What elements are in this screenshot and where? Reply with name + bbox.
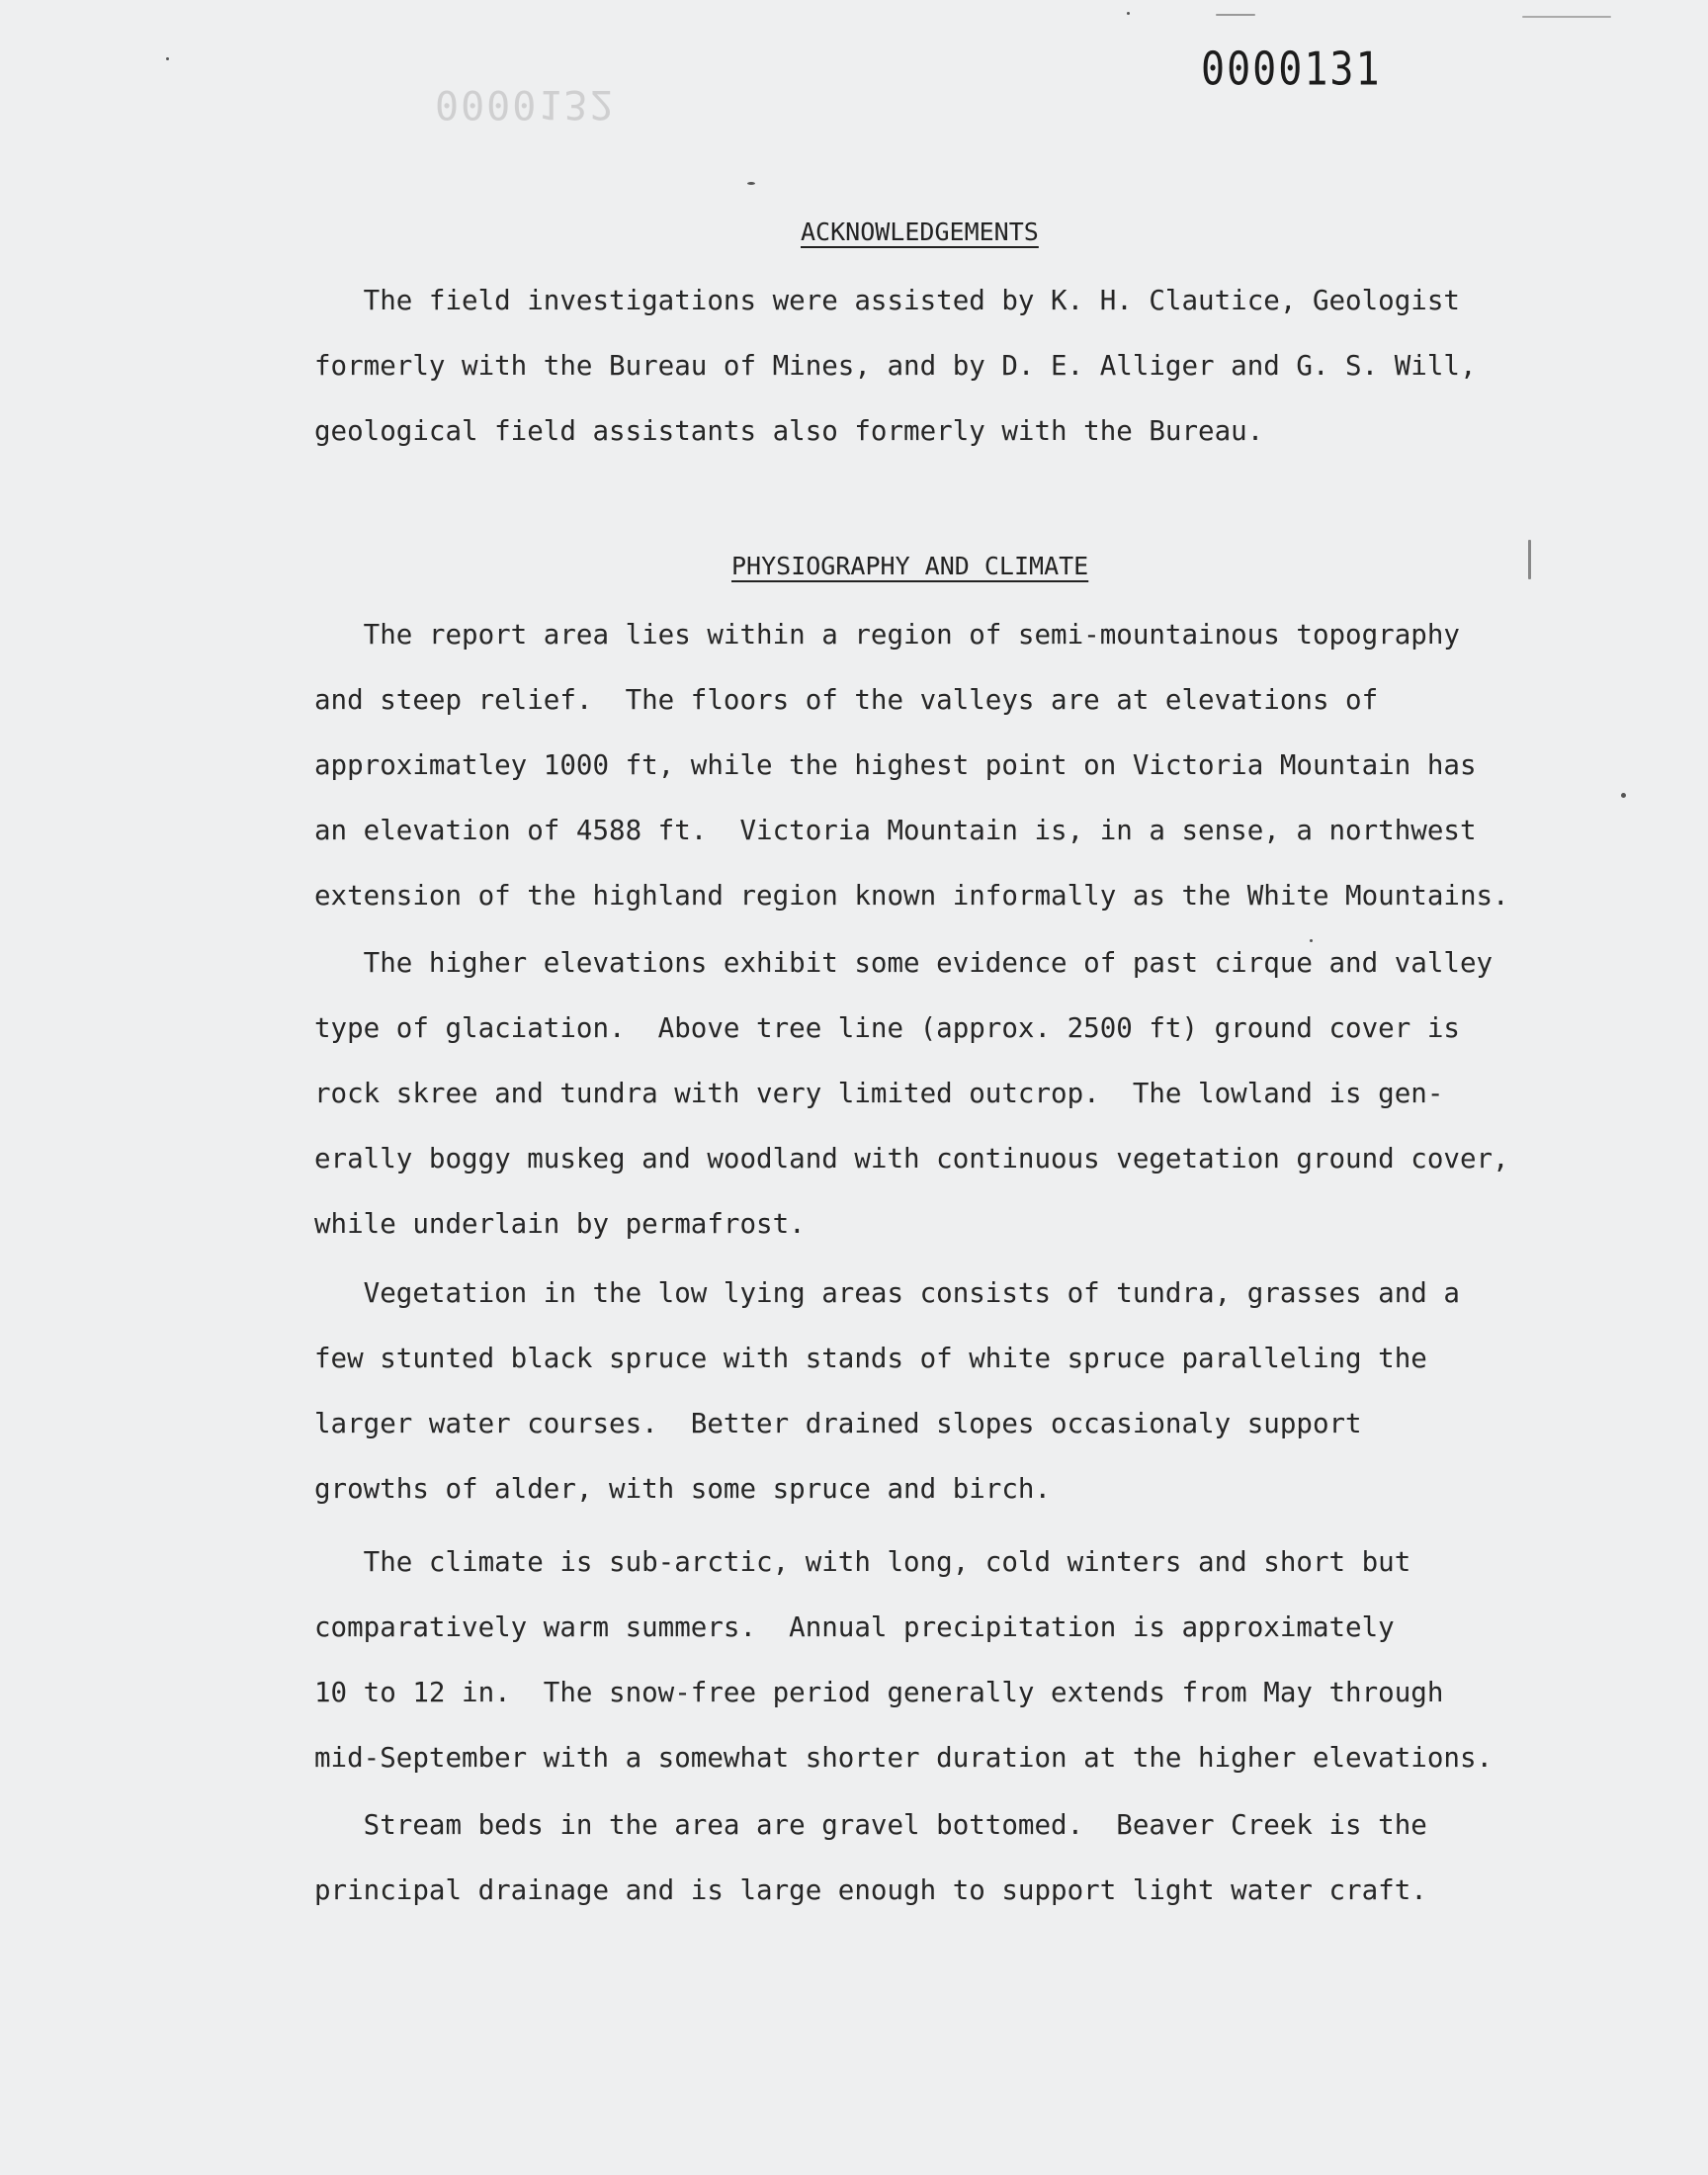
text-line: 10 to 12 in. The snow-free period generally extends from May through: [314, 1677, 1444, 1708]
text-line: The climate is sub-arctic, with long, cold winters and short but: [314, 1546, 1411, 1578]
scan-speck: [1528, 540, 1531, 579]
scan-speck: [166, 57, 169, 60]
text-line: principal drainage and is large enough to support light water craft.: [314, 1874, 1427, 1906]
text-line: while underlain by permafrost.: [314, 1208, 806, 1240]
text-line: Vegetation in the low lying areas consists of tundra, grasses and a: [314, 1277, 1460, 1309]
text-line: formerly with the Bureau of Mines, and by D. E. Alliger and G. S. Will,: [314, 350, 1477, 382]
text-line: approximatley 1000 ft, while the highest point on Victoria Mountain has: [314, 749, 1477, 781]
acknowledgements-heading: ACKNOWLEDGEMENTS: [801, 218, 1039, 246]
text-line: an elevation of 4588 ft. Victoria Mountain is, in a sense, a northwest: [314, 815, 1477, 846]
text-line: comparatively warm summers. Annual precipitation is approximately: [314, 1611, 1395, 1643]
scan-speck: [1127, 12, 1130, 15]
text-line: type of glaciation. Above tree line (approx. 2500 ft) ground cover is: [314, 1012, 1460, 1044]
text-line: larger water courses. Better drained slopes occasionaly support: [314, 1408, 1362, 1439]
text-line: erally boggy muskeg and woodland with continuous vegetation ground cover,: [314, 1143, 1509, 1174]
text-line: The field investigations were assisted by K. H. Clautice, Geologist: [314, 285, 1460, 316]
page-stamp-number: 0000131: [1201, 44, 1382, 96]
text-line: extension of the highland region known informally as the White Mountains.: [314, 880, 1509, 912]
text-line: The higher elevations exhibit some evidence of past cirque and valley: [314, 947, 1494, 979]
text-line: Stream beds in the area are gravel bottomed. Beaver Creek is the: [314, 1809, 1427, 1841]
text-line: few stunted black spruce with stands of white spruce paralleling the: [314, 1343, 1427, 1374]
scan-speck: [1522, 16, 1611, 18]
text-line: geological field assistants also formerly with the Bureau.: [314, 415, 1264, 447]
scan-speck: [747, 182, 755, 185]
text-line: growths of alder, with some spruce and birch.: [314, 1473, 1052, 1505]
scan-speck: [1310, 939, 1313, 942]
bleed-through-number: 0000132: [435, 81, 616, 127]
text-line: and steep relief. The floors of the valleys are at elevations of: [314, 684, 1379, 716]
scan-speck: [1621, 793, 1626, 798]
physiography-heading: PHYSIOGRAPHY AND CLIMATE: [731, 552, 1089, 580]
text-line: mid-September with a somewhat shorter duration at the higher elevations.: [314, 1742, 1494, 1774]
scan-speck: [1216, 14, 1255, 16]
text-line: rock skree and tundra with very limited outcrop. The lowland is gen-: [314, 1078, 1444, 1109]
text-line: The report area lies within a region of semi-mountainous topography: [314, 619, 1460, 651]
